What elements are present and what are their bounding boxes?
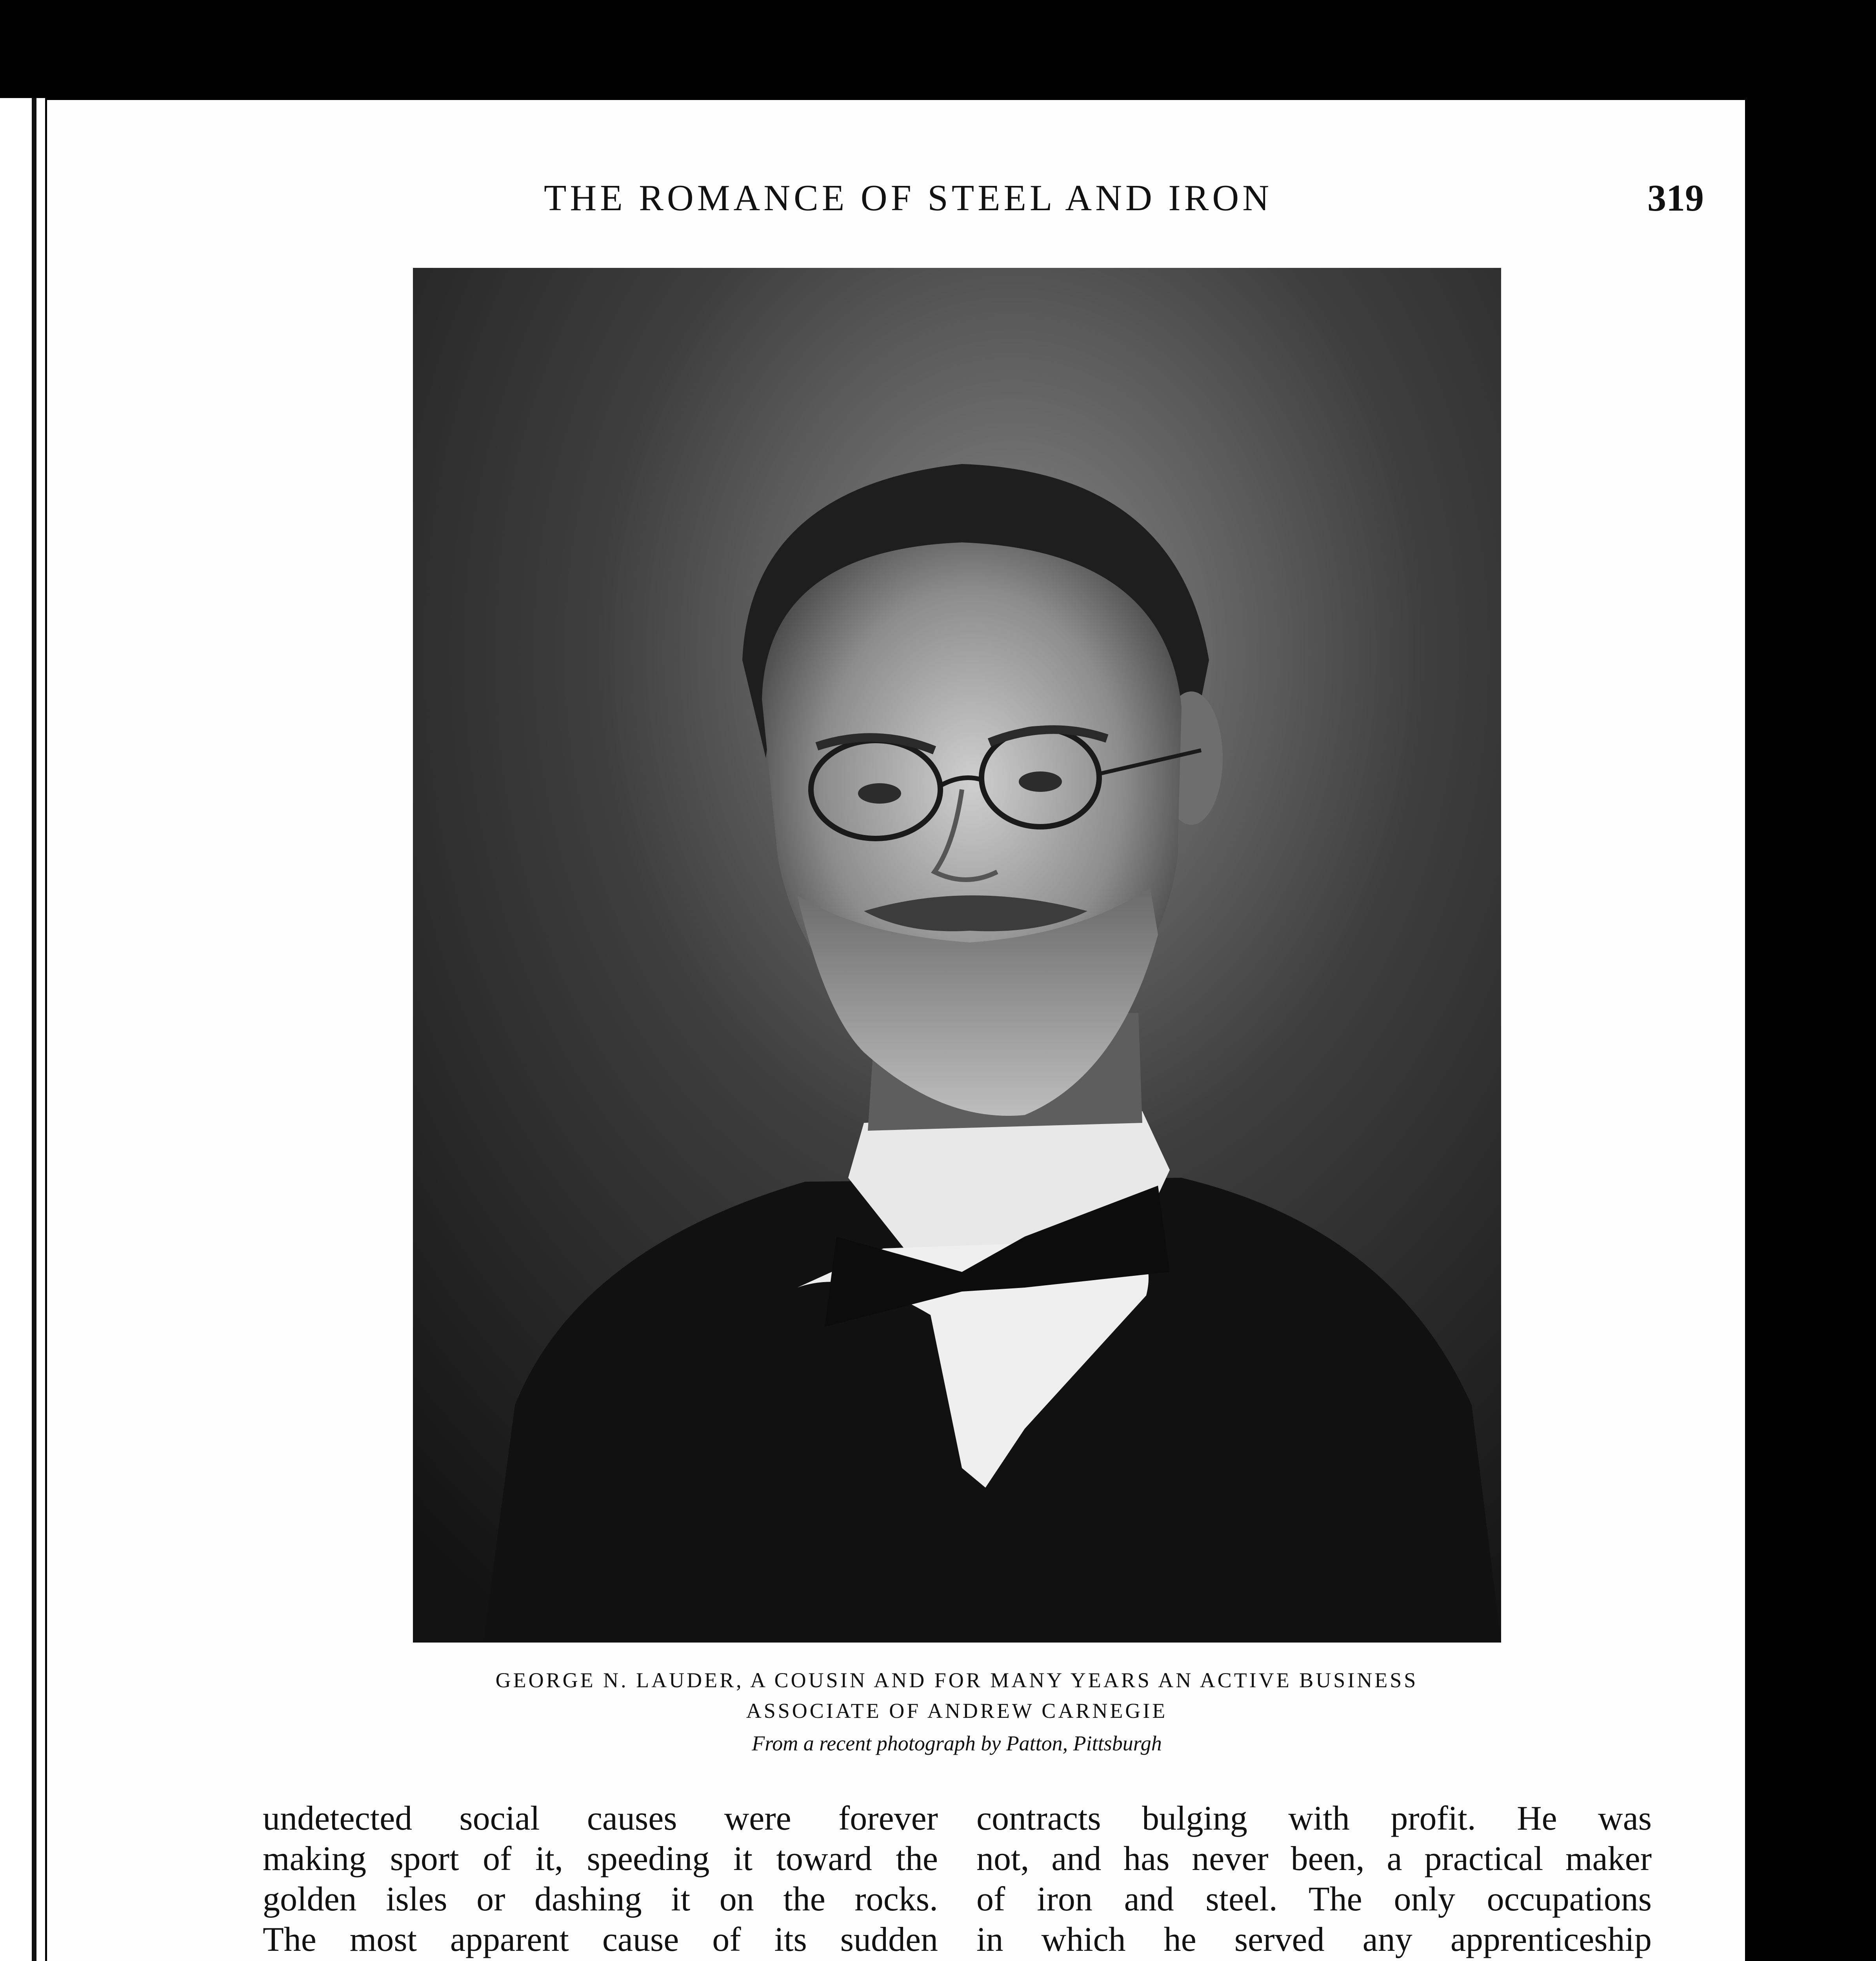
text-line: The most apparent cause of its sudden (263, 1921, 938, 1959)
text-column-right (976, 1798, 1652, 1961)
text-line: in which he served any apprenticeship (976, 1921, 1652, 1959)
figure-caption (282, 1665, 1631, 1726)
page-number: 319 (1647, 177, 1704, 219)
caption-line-2: ASSOCIATE OF ANDREW CARNEGIE (746, 1699, 1168, 1723)
photo-credit: From a recent photograph by Patton, Pittsburgh (752, 1732, 1162, 1755)
text-line: golden isles or dashing it on the rocks. (263, 1880, 938, 1918)
facing-page-edge (0, 98, 45, 1961)
running-head (47, 173, 1745, 224)
portrait-photograph (413, 268, 1501, 1643)
gutter-rule (32, 98, 36, 1961)
paragraph (263, 1798, 938, 1961)
text-line: of iron and steel. The only occupations (976, 1880, 1652, 1918)
caption-line-1: GEORGE N. LAUDER, A COUSIN AND FOR MANY YEARS AN ACTIVE BUSINESS (495, 1668, 1418, 1692)
paragraph (976, 1798, 1652, 1961)
text-line: not, and has never been, a practical maker (976, 1840, 1652, 1878)
text-column-left (263, 1798, 938, 1961)
book-page (47, 100, 1745, 1961)
text-line: making sport of it, speeding it toward the (263, 1840, 938, 1878)
text-line: undetected social causes were forever (263, 1799, 938, 1837)
running-title: THE ROMANCE OF STEEL AND IRON (544, 178, 1273, 218)
text-line: contracts bulging with profit. He was (976, 1799, 1652, 1837)
portrait-image (413, 268, 1501, 1643)
